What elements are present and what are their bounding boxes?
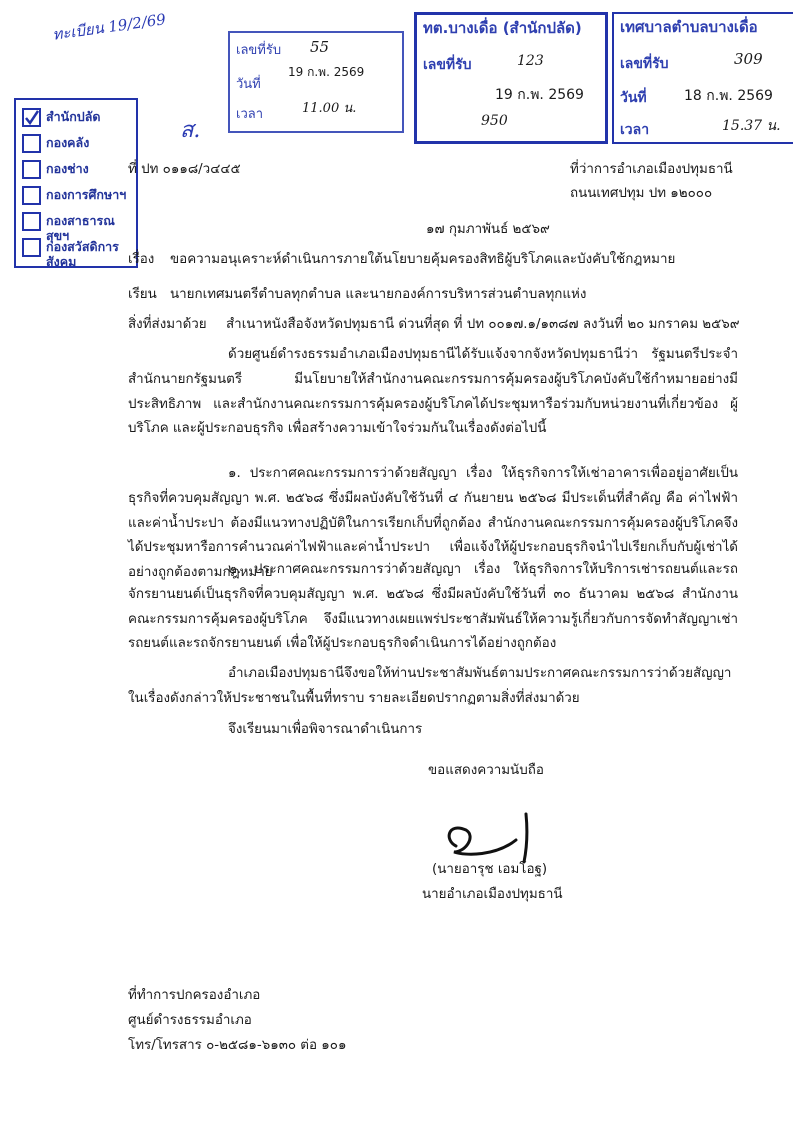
date-label: วันที่ bbox=[236, 77, 261, 92]
footer-phone: โทร/โทรสาร ๐-๒๕๘๑-๖๑๓๐ ต่อ ๑๐๑ bbox=[128, 1038, 347, 1053]
reference-number: ที่ ปท ๐๑๑๘/ว๔๔๕ bbox=[128, 162, 241, 177]
stamp2-receive-no: 123 bbox=[517, 53, 544, 69]
footer-center: ศูนย์ดำรงธรรมอำเภอ bbox=[128, 1013, 252, 1028]
body-paragraph-3: ๒. ประกาศคณะกรรมการว่าด้วยสัญญา เรื่อง ให้ธุรกิจการให้บริการเช่ารถยนต์และรถจักรยานยนต์เป็นธุรกิจที่ควบคุมสัญญา พ.ศ. ๒๕๖๘ ซึ่งมีผลบังคับใช้วันที่ ๓๐ ธันวาคม ๒๕๖๘ สำนักงานคณะกรรมการคุ้มครองผู้บริโภค จึงมีแนวทางเผยแพร่ประชาสัมพันธ์ให้ความรู้เกี่ยวกับการจัดทำสัญญาเช่ารถยนต์และรถจักรยานยนต์ เพื่อให้ผู้ประกอบธุรกิจดำเนินการได้อย่างถูกต้อง bbox=[128, 562, 738, 652]
routing-checkbox[interactable] bbox=[22, 108, 41, 127]
subject-label: เรื่อง bbox=[128, 252, 155, 267]
stamp2-date: 19 ก.พ. 2569 bbox=[495, 87, 584, 103]
routing-stamp bbox=[14, 98, 138, 268]
footer-office: ที่ทำการปกครองอำเภอ bbox=[128, 988, 261, 1003]
stamp2-extra-no: 950 bbox=[481, 113, 508, 129]
routing-checkbox[interactable] bbox=[22, 160, 41, 179]
routing-option-label: กองสาธารณสุขฯ bbox=[46, 213, 115, 243]
handwritten-initial: ส. bbox=[180, 118, 201, 143]
stamp3-date: 18 ก.พ. 2569 bbox=[684, 88, 773, 104]
stamp3-date-label: วันที่ bbox=[620, 90, 647, 106]
stamp3-receive-no: 309 bbox=[734, 50, 763, 68]
time-value: 11.00 น. bbox=[302, 101, 357, 116]
body-paragraph-5: จึงเรียนมาเพื่อพิจารณาดำเนินการ bbox=[228, 722, 423, 737]
routing-option-label: กองการศึกษาฯ bbox=[46, 187, 127, 202]
receive-stamp-2 bbox=[414, 12, 608, 144]
stamp2-receive-label: เลขที่รับ bbox=[423, 57, 472, 73]
check-icon bbox=[24, 110, 39, 125]
handwritten-note: ทะเบียน 19/2/69 bbox=[51, 10, 167, 44]
enclosure-label: สิ่งที่ส่งมาด้วย bbox=[128, 317, 207, 332]
body-paragraph-2: ๑. ประกาศคณะกรรมการว่าด้วยสัญญา เรื่อง ให้ธุรกิจการให้เช่าอาคารเพื่ออยู่อาศัยเป็นธุรกิจที่ควบคุมสัญญา พ.ศ. ๒๕๖๘ ซึ่งมีผลบังคับใช้วันที่ ๔ กันยายน ๒๕๖๘ มีประเด็นที่สำคัญ คือ ค่าไฟฟ้า และค่าน้ำประปา ต้องมีแนวทางปฏิบัติในการเรียกเก็บที่ถูกต้อง สำนักงานคณะกรรมการคุ้มครองผู้บริโภคจึงได้ประชุมหารือการคำนวณค่าไฟฟ้าและค่าน้ำประปา เพื่อแจ้งให้ผู้ประกอบธุรกิจนำไปเรียกเก็บกับผู้เช่าได้อย่างถูกต้องตามกฎหมาย bbox=[128, 466, 738, 581]
date-value: 19 ก.พ. 2569 bbox=[288, 65, 365, 79]
body-paragraph-4: อำเภอเมืองปทุมธานีจึงขอให้ท่านประชาสัมพันธ์ตามประกาศคณะกรรมการว่าด้วยสัญญาในเรื่องดังกล่าวให้ประชาชนในพื้นที่ทราบ รายละเอียดปรากฏตามสิ่งที่ส่งมาด้วย bbox=[128, 666, 732, 706]
enclosure-text: สำเนาหนังสือจังหวัดปทุมธานี ด่วนที่สุด ที่ ปท ๐๐๑๗.๑/๑๓๘๗ ลงวันที่ ๒๐ มกราคม ๒๕๖๙ bbox=[226, 317, 740, 332]
signature bbox=[436, 800, 556, 870]
routing-option-label: กองช่าง bbox=[46, 161, 89, 176]
routing-checkbox[interactable] bbox=[22, 134, 41, 153]
signer-name: (นายอารุช เอมโอฐ) bbox=[432, 862, 548, 877]
receive-stamp-1 bbox=[228, 31, 404, 133]
routing-checkbox[interactable] bbox=[22, 186, 41, 205]
routing-option-label: สำนักปลัด bbox=[46, 109, 101, 124]
stamp3-title: เทศบาลตำบลบางเดื่อ bbox=[620, 18, 758, 36]
receive-no-value: 55 bbox=[310, 38, 330, 56]
address-line-2: ถนนเทศปทุม ปท ๑๒๐๐๐ bbox=[570, 186, 713, 201]
receive-no-label: เลขที่รับ bbox=[236, 43, 282, 58]
stamp3-receive-label: เลขที่รับ bbox=[620, 56, 669, 72]
subject-text: ขอความอนุเคราะห์ดำเนินการภายใต้นโยบายคุ้มครองสิทธิผู้บริโภคและบังคับใช้กฎหมาย bbox=[170, 252, 676, 267]
document-date: ๑๗ กุมภาพันธ์ ๒๕๖๙ bbox=[426, 222, 550, 237]
time-label: เวลา bbox=[236, 107, 264, 122]
stamp2-title: ทต.บางเดื่อ (สำนักปลัด) bbox=[423, 19, 582, 37]
stamp3-time-label: เวลา bbox=[620, 122, 650, 138]
signer-title: นายอำเภอเมืองปทุมธานี bbox=[422, 887, 563, 902]
address-line-1: ที่ว่าการอำเภอเมืองปทุมธานี bbox=[570, 162, 733, 177]
routing-option-label: กองคลัง bbox=[46, 135, 90, 150]
closing-text: ขอแสดงความนับถือ bbox=[428, 763, 544, 778]
routing-checkbox[interactable] bbox=[22, 212, 41, 231]
to-label: เรียน bbox=[128, 287, 157, 302]
body-paragraph-1: ด้วยศูนย์ดำรงธรรมอำเภอเมืองปทุมธานีได้รับแจ้งจากจังหวัดปทุมธานีว่า รัฐมนตรีประจำสำนักนายกรัฐมนตรี มีนโยบายให้สำนักงานคณะกรรมการคุ้มครองผู้บริโภคบังคับใช้กำหมายอย่างมีประสิทธิภาพ และสำนักงานคณะกรรมการคุ้มครองผู้บริโภคได้ประชุมหารือร่วมกับหน่วยงานที่เกี่ยวข้อง ผู้บริโภค และผู้ประกอบธุรกิจ เพื่อสร้างความเข้าใจร่วมกันในเรื่องดังต่อไปนี้ bbox=[128, 347, 738, 437]
stamp3-time: 15.37 น. bbox=[722, 118, 781, 134]
receive-stamp-3 bbox=[612, 12, 793, 144]
to-text: นายกเทศมนตรีตำบลทุกตำบล และนายกองค์การบริหารส่วนตำบลทุกแห่ง bbox=[170, 287, 587, 302]
routing-checkbox[interactable] bbox=[22, 238, 41, 257]
routing-option-label: กองสวัสดิการสังคม bbox=[46, 239, 119, 269]
